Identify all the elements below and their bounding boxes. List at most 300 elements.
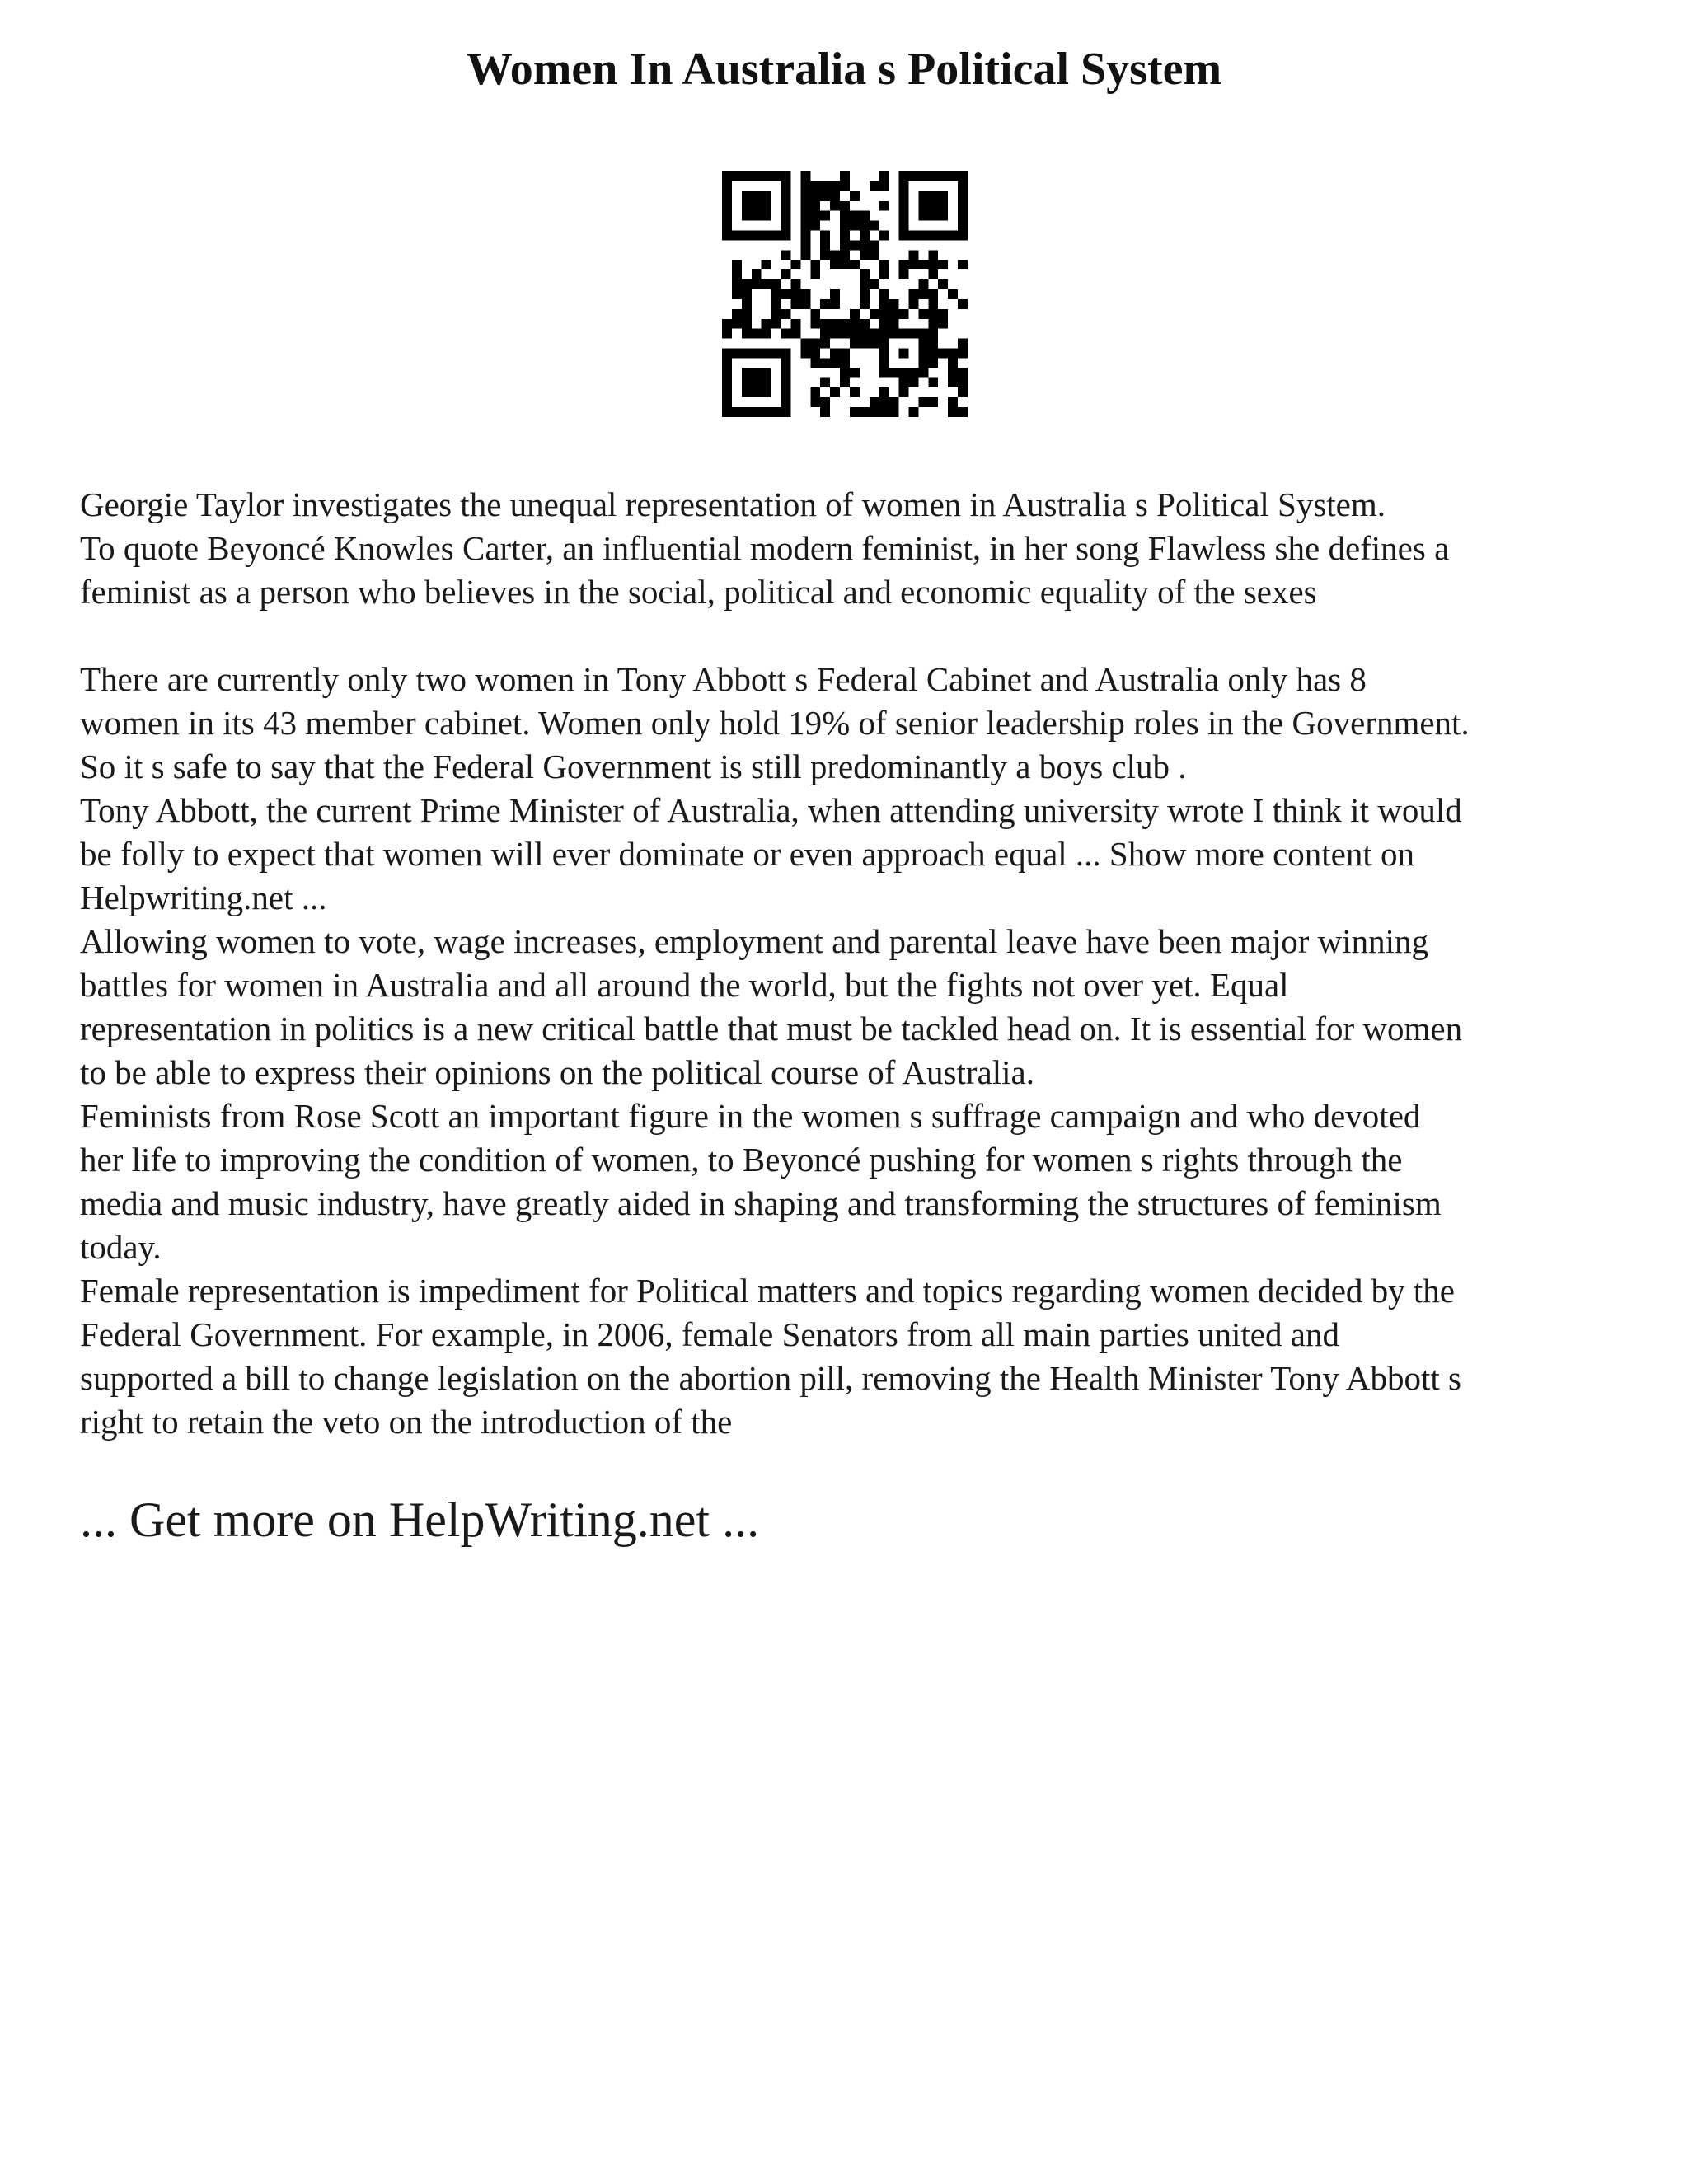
qr-module — [899, 171, 909, 181]
qr-module — [938, 171, 948, 181]
qr-module — [958, 201, 968, 211]
qr-module — [918, 368, 928, 377]
qr-module — [762, 191, 771, 201]
qr-module — [840, 240, 850, 250]
qr-module — [879, 309, 889, 319]
qr-module — [820, 231, 830, 241]
qr-module — [830, 319, 840, 329]
qr-module — [899, 368, 909, 377]
qr-module — [908, 407, 918, 417]
qr-module — [908, 289, 918, 299]
qr-module — [899, 309, 909, 319]
get-more-link[interactable]: ... Get more on HelpWriting.net ... — [80, 1493, 760, 1547]
qr-module — [771, 319, 781, 329]
qr-module — [899, 260, 909, 269]
qr-module — [800, 191, 810, 201]
qr-module — [830, 191, 840, 201]
qr-module — [918, 329, 928, 339]
qr-module — [820, 407, 830, 417]
qr-module — [899, 191, 909, 201]
qr-module — [830, 181, 840, 191]
qr-module — [840, 221, 850, 231]
qr-module — [742, 319, 752, 329]
qr-module — [752, 269, 762, 279]
qr-module — [860, 319, 870, 329]
qr-module — [958, 191, 968, 201]
qr-module — [722, 368, 732, 377]
qr-module — [820, 358, 830, 368]
qr-module — [810, 211, 820, 221]
qr-module — [781, 329, 791, 339]
qr-module — [958, 181, 968, 191]
qr-module — [899, 201, 909, 211]
qr-module — [899, 329, 909, 339]
paragraph-abbott: Tony Abbott, the current Prime Minister of Australia, when attending university wrote I think it would be folly to expect that women will ever dominate or even approach equal ... Show more content on Helpwriting.net ... — [80, 791, 1462, 916]
qr-module — [948, 377, 958, 387]
qr-module — [840, 171, 850, 181]
qr-module — [870, 407, 879, 417]
qr-module — [928, 231, 938, 241]
qr-module — [800, 289, 810, 299]
qr-module — [810, 221, 820, 231]
qr-module — [879, 289, 889, 299]
qr-module — [781, 387, 791, 397]
qr-module — [928, 349, 938, 359]
qr-module — [879, 387, 889, 397]
qr-module — [850, 240, 860, 250]
qr-module — [800, 299, 810, 309]
qr-module — [918, 349, 928, 359]
qr-module — [889, 407, 899, 417]
qr-module — [840, 377, 850, 387]
qr-module — [840, 349, 850, 359]
qr-module — [918, 171, 928, 181]
qr-module — [800, 181, 810, 191]
qr-module — [870, 279, 879, 289]
qr-module — [938, 349, 948, 359]
qr-module — [928, 211, 938, 221]
qr-module — [908, 171, 918, 181]
qr-module — [879, 299, 889, 309]
qr-module — [830, 387, 840, 397]
qr-module — [752, 191, 762, 201]
qr-module — [840, 358, 850, 368]
qr-module — [771, 289, 781, 299]
qr-module — [899, 377, 909, 387]
qr-module — [860, 211, 870, 221]
qr-module — [800, 349, 810, 359]
qr-module — [860, 289, 870, 299]
paragraph-cabinet: There are currently only two women in Tony Abbott s Federal Cabinet and Australia only has 8 women in its 43 member cabinet. Women only hold 19% of senior leadership roles in the Government. So it s safe to say that the Federal Government is still predominantly a boys club . — [80, 660, 1470, 785]
qr-module — [899, 221, 909, 231]
qr-module — [928, 191, 938, 201]
qr-module — [918, 191, 928, 201]
qr-module — [860, 269, 870, 279]
qr-module — [938, 231, 948, 241]
qr-module — [840, 260, 850, 269]
qr-module — [781, 171, 791, 181]
qr-module — [948, 349, 958, 359]
qr-module — [722, 201, 732, 211]
qr-module — [830, 299, 840, 309]
qr-module — [879, 329, 889, 339]
qr-module — [722, 377, 732, 387]
qr-module — [948, 231, 958, 241]
qr-module — [810, 260, 820, 269]
qr-module — [899, 387, 909, 397]
qr-module — [908, 377, 918, 387]
qr-module — [820, 250, 830, 260]
page-title: Women In Australia s Political System — [466, 44, 1222, 95]
qr-module — [752, 329, 762, 339]
qr-module — [762, 319, 771, 329]
qr-module — [879, 181, 889, 191]
qr-module — [732, 269, 742, 279]
qr-module — [781, 211, 791, 221]
qr-module — [810, 181, 820, 191]
qr-module — [752, 231, 762, 241]
qr-module — [850, 260, 860, 269]
qr-module — [860, 221, 870, 231]
qr-module — [820, 240, 830, 250]
qr-module — [879, 201, 889, 211]
qr-module — [762, 377, 771, 387]
qr-module — [938, 201, 948, 211]
qr-module — [879, 269, 889, 279]
qr-module — [800, 211, 810, 221]
qr-module — [860, 250, 870, 260]
qr-module — [958, 211, 968, 221]
qr-module — [830, 329, 840, 339]
qr-module — [958, 407, 968, 417]
qr-module — [732, 289, 742, 299]
qr-module — [928, 201, 938, 211]
qr-module — [928, 397, 938, 407]
qr-module — [870, 397, 879, 407]
paragraph-feminists: Feminists from Rose Scott an important figure in the women s suffrage campaign and who devoted her life to improving the condition of women, to Beyoncé pushing for women s rights through the media and music industry, have greatly aided in shaping and transforming the structures of feminism today. — [80, 1097, 1442, 1266]
qr-module — [840, 250, 850, 260]
qr-module — [889, 299, 899, 309]
qr-module — [752, 279, 762, 289]
qr-module — [781, 377, 791, 387]
qr-module — [928, 289, 938, 299]
qr-module — [781, 407, 791, 417]
qr-module — [732, 309, 742, 319]
qr-module — [781, 201, 791, 211]
qr-module — [958, 221, 968, 231]
qr-module — [762, 349, 771, 359]
qr-module — [840, 181, 850, 191]
qr-module — [742, 289, 752, 299]
qr-module — [958, 339, 968, 349]
qr-module — [790, 279, 800, 289]
qr-module — [870, 181, 879, 191]
qr-module — [870, 329, 879, 339]
qr-module — [850, 329, 860, 339]
qr-module — [958, 260, 968, 269]
qr-module — [762, 368, 771, 377]
qr-module — [771, 407, 781, 417]
qr-module — [810, 191, 820, 201]
qr-module — [732, 349, 742, 359]
qr-module — [870, 221, 879, 231]
qr-module — [879, 397, 889, 407]
qr-module — [889, 368, 899, 377]
qr-module — [722, 171, 732, 181]
qr-module — [762, 201, 771, 211]
qr-module — [948, 171, 958, 181]
qr-module — [762, 407, 771, 417]
qr-module — [742, 377, 752, 387]
article-body — [80, 483, 1629, 1444]
qr-module — [810, 269, 820, 279]
qr-module — [781, 191, 791, 201]
qr-module — [850, 387, 860, 397]
qr-module — [840, 231, 850, 241]
qr-module — [781, 250, 791, 260]
qr-module — [850, 368, 860, 377]
qr-module — [771, 309, 781, 319]
qr-module — [899, 349, 909, 359]
qr-module — [722, 329, 732, 339]
qr-module — [752, 407, 762, 417]
qr-module — [850, 221, 860, 231]
qr-module — [752, 377, 762, 387]
qr-module — [870, 339, 879, 349]
qr-module — [820, 211, 830, 221]
qr-module — [879, 358, 889, 368]
qr-module — [781, 181, 791, 191]
qr-module — [908, 329, 918, 339]
qr-module — [958, 299, 968, 309]
qr-module — [918, 279, 928, 289]
qr-module — [938, 211, 948, 221]
qr-module — [722, 387, 732, 397]
qr-module — [722, 397, 732, 407]
qr-module — [820, 319, 830, 329]
qr-module — [771, 171, 781, 181]
qr-module — [742, 231, 752, 241]
qr-module — [752, 387, 762, 397]
qr-module — [781, 221, 791, 231]
qr-module — [908, 368, 918, 377]
qr-module — [722, 349, 732, 359]
qr-module — [742, 201, 752, 211]
qr-module — [810, 397, 820, 407]
qr-module — [860, 279, 870, 289]
qr-module — [948, 368, 958, 377]
qr-module — [752, 171, 762, 181]
qr-module — [800, 171, 810, 181]
qr-module — [762, 279, 771, 289]
qr-module — [870, 250, 879, 260]
qr-module — [790, 329, 800, 339]
qr-module — [850, 407, 860, 417]
qr-module — [820, 397, 830, 407]
qr-module — [732, 407, 742, 417]
qr-module — [870, 309, 879, 319]
qr-module — [860, 299, 870, 309]
qr-module — [781, 289, 791, 299]
qr-module — [840, 211, 850, 221]
qr-module — [742, 329, 752, 339]
qr-module — [732, 260, 742, 269]
qr-module — [762, 231, 771, 241]
qr-module — [830, 250, 840, 260]
qr-module — [790, 319, 800, 329]
qr-module — [742, 191, 752, 201]
qr-module — [938, 279, 948, 289]
qr-module — [722, 181, 732, 191]
qr-module — [830, 349, 840, 359]
qr-module — [800, 221, 810, 231]
paragraph-quote: To quote Beyoncé Knowles Carter, an influential modern feminist, in her song Flawless she defines a feminist as a person who believes in the social, political and economic equality of the sexes — [80, 529, 1450, 611]
qr-module — [918, 289, 928, 299]
paragraph-intro: Georgie Taylor investigates the unequal representation of women in Australia s Political System. — [80, 485, 1386, 523]
qr-module — [879, 319, 889, 329]
qr-module — [928, 250, 938, 260]
qr-code-image — [722, 171, 968, 417]
qr-module — [830, 289, 840, 299]
qr-module — [860, 240, 870, 250]
qr-module — [908, 231, 918, 241]
qr-module — [810, 387, 820, 397]
qr-module — [840, 329, 850, 339]
qr-module — [918, 211, 928, 221]
paragraph-spacer — [80, 614, 1629, 658]
qr-module — [781, 368, 791, 377]
qr-module — [958, 387, 968, 397]
qr-module — [938, 260, 948, 269]
qr-module — [830, 358, 840, 368]
qr-module — [722, 231, 732, 241]
qr-module — [762, 171, 771, 181]
qr-module — [762, 260, 771, 269]
paragraph-representation: Female representation is impediment for Political matters and topics regarding women decided by the Federal Government. For example, in 2006, female Senators from all main parties united and supported a bill to change legislation on the abortion pill, removing the Health Minister Tony Abbott s right to retain the veto on the introduction of the — [80, 1272, 1461, 1441]
qr-module — [928, 309, 938, 319]
qr-module — [800, 339, 810, 349]
qr-module — [762, 211, 771, 221]
qr-module — [752, 211, 762, 221]
qr-module — [840, 319, 850, 329]
qr-module — [879, 368, 889, 377]
qr-module — [732, 279, 742, 289]
qr-module — [800, 240, 810, 250]
qr-module — [771, 299, 781, 309]
qr-module — [771, 349, 781, 359]
qr-module — [948, 358, 958, 368]
qr-module — [752, 368, 762, 377]
qr-module — [722, 358, 732, 368]
qr-module — [889, 319, 899, 329]
qr-module — [800, 250, 810, 260]
qr-module — [732, 231, 742, 241]
qr-module — [938, 319, 948, 329]
qr-module — [742, 211, 752, 221]
qr-module — [742, 387, 752, 397]
qr-module — [928, 319, 938, 329]
qr-module — [790, 289, 800, 299]
qr-module — [800, 231, 810, 241]
qr-module — [928, 329, 938, 339]
qr-module — [790, 260, 800, 269]
qr-module — [850, 191, 860, 201]
qr-module — [899, 181, 909, 191]
qr-module — [810, 309, 820, 319]
qr-module — [722, 191, 732, 201]
qr-module — [948, 407, 958, 417]
qr-module — [908, 299, 918, 309]
qr-module — [752, 201, 762, 211]
qr-module — [879, 349, 889, 359]
qr-module — [781, 269, 791, 279]
qr-module — [820, 191, 830, 201]
qr-module — [899, 269, 909, 279]
qr-module — [781, 231, 791, 241]
qr-module — [771, 231, 781, 241]
qr-module — [762, 387, 771, 397]
qr-module — [879, 339, 889, 349]
qr-module — [879, 171, 889, 181]
qr-module — [908, 260, 918, 269]
qr-module — [879, 231, 889, 241]
qr-module — [781, 349, 791, 359]
qr-module — [810, 319, 820, 329]
qr-module — [948, 289, 958, 299]
qr-module — [850, 211, 860, 221]
qr-module — [830, 260, 840, 269]
qr-module — [820, 377, 830, 387]
qr-module — [860, 329, 870, 339]
qr-module — [879, 260, 889, 269]
qr-module — [918, 397, 928, 407]
qr-module — [850, 339, 860, 349]
qr-module — [889, 397, 899, 407]
qr-module — [742, 407, 752, 417]
qr-module — [762, 329, 771, 339]
qr-module — [820, 181, 830, 191]
qr-module — [732, 171, 742, 181]
qr-module — [860, 407, 870, 417]
qr-module — [781, 358, 791, 368]
qr-module — [800, 201, 810, 211]
qr-module — [928, 171, 938, 181]
qr-module — [742, 171, 752, 181]
qr-module — [928, 299, 938, 309]
qr-module — [958, 368, 968, 377]
qr-module — [928, 260, 938, 269]
qr-module — [928, 339, 938, 349]
qr-module — [938, 191, 948, 201]
qr-module — [810, 201, 820, 211]
qr-module — [722, 221, 732, 231]
qr-module — [742, 299, 752, 309]
qr-module — [958, 349, 968, 359]
qr-module — [850, 319, 860, 329]
qr-module — [908, 250, 918, 260]
qr-module — [810, 358, 820, 368]
qr-module — [840, 201, 850, 211]
qr-module — [820, 299, 830, 309]
qr-module — [958, 171, 968, 181]
qr-module — [918, 358, 928, 368]
qr-module — [918, 231, 928, 241]
qr-module — [879, 407, 889, 417]
qr-module — [722, 319, 732, 329]
qr-module — [742, 309, 752, 319]
qr-module — [781, 309, 791, 319]
qr-module — [860, 339, 870, 349]
